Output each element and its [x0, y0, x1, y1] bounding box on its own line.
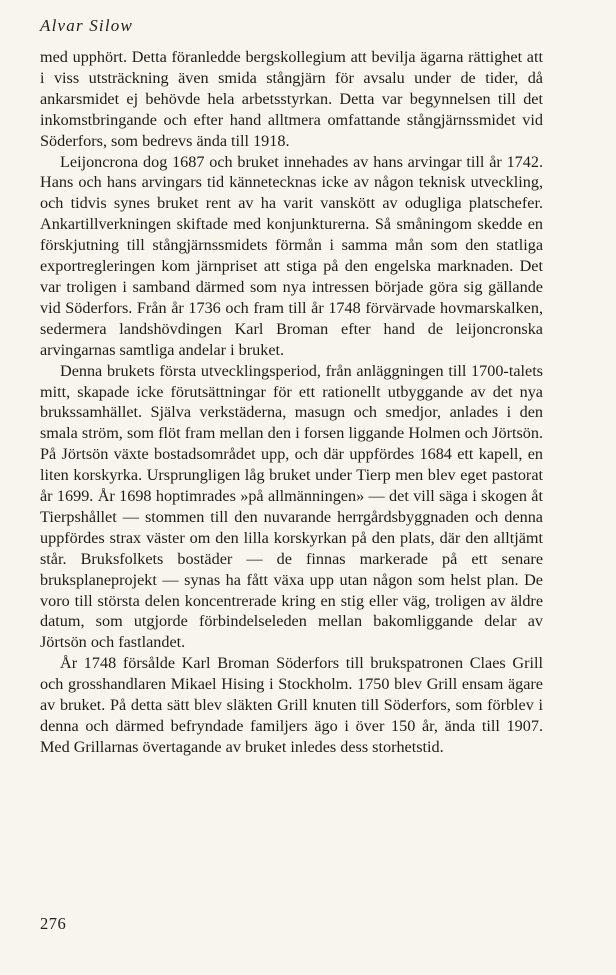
paragraph-4: År 1748 försålde Karl Broman Söderfors till brukspatronen Claes Grill och grosshandlaren Mikael Hising i Stockholm. 1750 blev Grill ensam ägare av bruket. På detta sätt blev släkten Grill knuten till Söderfors, som förblev i denna och därmed befryndade familjers ägo i över 150 år, ända till 1907. Med Grillarnas övertagande av bruket inledes dess storhetstid. — [40, 654, 543, 756]
running-header-author: Alvar Silow — [40, 16, 134, 35]
page-number: 276 — [40, 914, 67, 933]
paragraph-2: Leijoncrona dog 1687 och bruket innehades av hans arvingar till år 1742. Hans och hans arvingars tid kännetecknas icke av någon teknisk utveckling, och tidvis synes bruket rent av ha varit vanskött av odugliga platschefer. Ankartillverkningen skiftade med konjunkturerna. Så småningom skedde en förskjutning till stångjärnssmidets förmån i samma mån som den statliga exportregleringen kom järnpriset att stiga på den engelska marknaden. Det var troligen i samband därmed som nya intressen började göra sig gällande vid Söderfors. Från år 1736 och fram till år 1748 förvärvade hovmarskalken, sedermera landshövdingen Karl Broman efter hand de leijoncronska arvingarnas samtliga andelar i bruket. — [40, 152, 543, 359]
paragraph-1: med upphört. Detta föranledde bergskollegium att bevilja ägarna rättighet att i viss utsträckning även smida stångjärn för avsalu under de tider, då ankarsmidet ej behövde hela arbetsstyrkan. Detta var begynnelsen till det inkomstbringande och efter hand alltmera omfattande stångjärnssmidet vid Söderfors, som bedrevs ända till 1918. — [40, 48, 543, 150]
body-text — [40, 47, 543, 758]
paragraph-3: Denna brukets första utvecklingsperiod, från anläggningen till 1700-talets mitt, skapade icke förutsättningar för ett rationellt utbyggande av det nya brukssamhället. Själva verkstäderna, masugn och smedjor, anlades i den smala ström, som flöt fram mellan den i forsen liggande Holmen och Jörtsön. På Jörtsön växte bostadsområdet upp, och där uppfördes 1684 ett kapell, en liten korskyrka. Ursprungligen låg bruket under Tierp men blev eget pastorat år 1699. År 1698 hoptimrades »på allmänningen» — det vill säga i skogen åt Tierpshållet — stommen till den nuvarande herrgårdsbyggnaden och denna uppfördes strax väster om den lilla korskyrkan på den plats, där den alltjämt står. Bruksfolkets bostäder — de finnas markerade på ett senare bruksplaneprojekt — synas ha fått växa upp utan någon som helst plan. De voro till största delen koncentrerade kring en stig eller väg, troligen av äldre datum, som utgjorde förbindelseleden mellan bakomliggande delar av Jörtsön och fastlandet. — [40, 361, 543, 652]
